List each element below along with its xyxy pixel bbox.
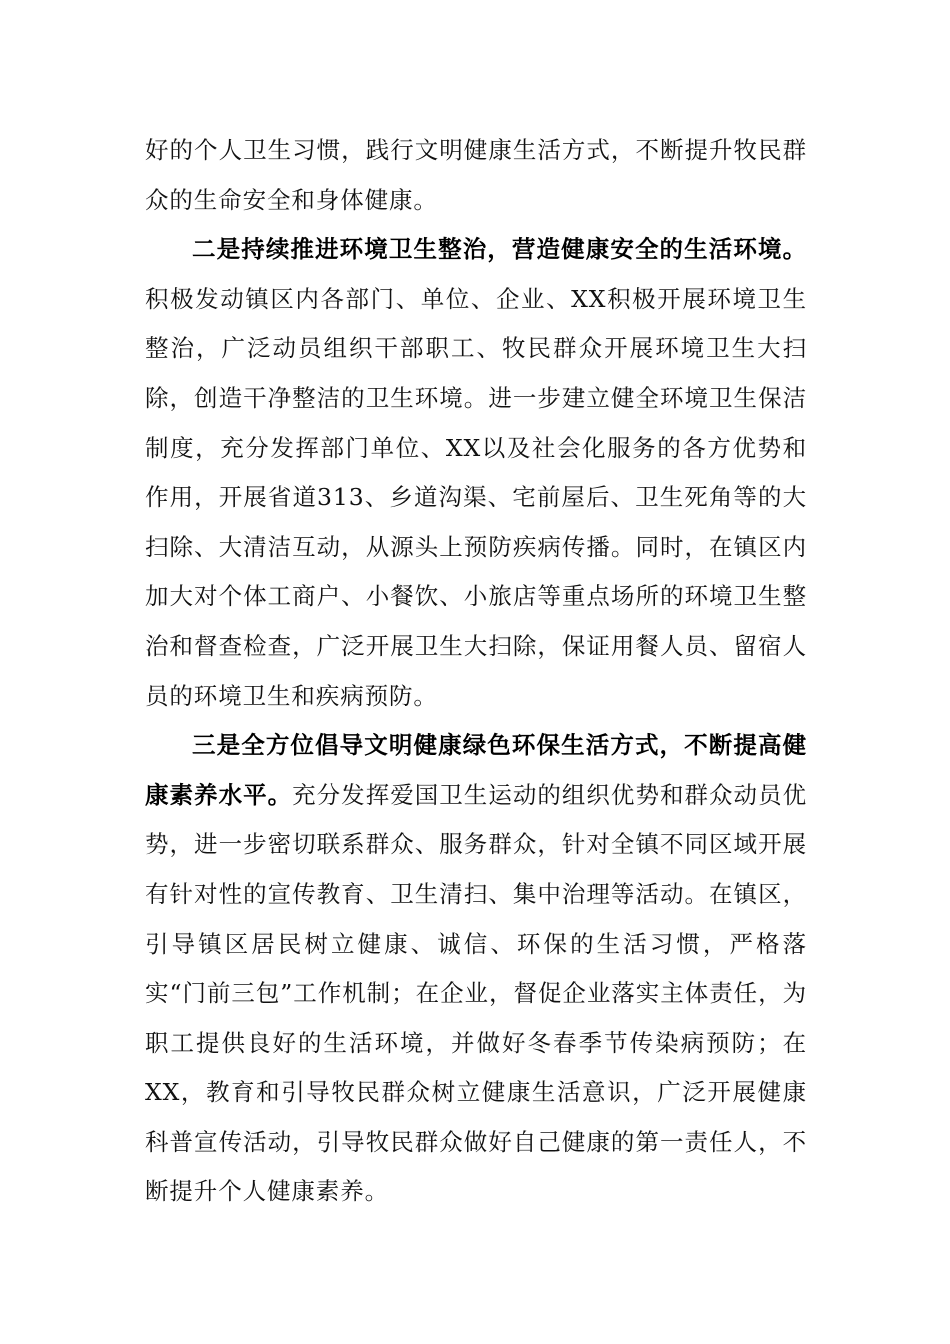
paragraph-2 bbox=[145, 225, 807, 721]
paragraph-2-lead: 二是持续推进环境卫生整治，营造健康安全的生活环境。 bbox=[192, 235, 807, 264]
paragraph-2-body: 积极发动镇区内各部门、单位、企业、XX积极开展环境卫生整治，广泛动员组织干部职工、牧民群众开展环境卫生大扫除，创造干净整洁的卫生环境。进一步建立健全环境卫生保洁制度，充分发挥部门单位、XX以及社会化服务的各方优势和作用，开展省道313、乡道沟渠、宅前屋后、卫生死角等的大扫除、大清洁互动，从源头上预防疾病传播。同时，在镇区内加大对个体工商户、小餐饮、小旅店等重点场所的环境卫生整治和督查检查，广泛开展卫生大扫除，保证用餐人员、留宿人员的环境卫生和疾病预防。 bbox=[145, 284, 807, 710]
paragraph-1 bbox=[145, 126, 807, 225]
paragraph-3 bbox=[145, 721, 807, 1217]
paragraph-3-body: 充分发挥爱国卫生运动的组织优势和群众动员优势，进一步密切联系群众、服务群众，针对全镇不同区域开展有针对性的宣传教育、卫生清扫、集中治理等活动。在镇区，引导镇区居民树立健康、诚信、环保的生活习惯，严格落实“门前三包”工作机制；在企业，督促企业落实主体责任，为职工提供良好的生活环境，并做好冬春季节传染病预防；在XX，教育和引导牧民群众树立健康生活意识，广泛开展健康科普宣传活动，引导牧民群众做好自己健康的第一责任人，不断提升个人健康素养。 bbox=[145, 780, 807, 1206]
paragraph-1-body: 好的个人卫生习惯，践行文明健康生活方式，不断提升牧民群众的生命安全和身体健康。 bbox=[145, 136, 807, 214]
document-body bbox=[145, 126, 807, 1217]
paragraph-3-lead: 三是全方位倡导文明健康绿色环保生活方式，不断提高健康素养水平。 bbox=[145, 731, 807, 809]
